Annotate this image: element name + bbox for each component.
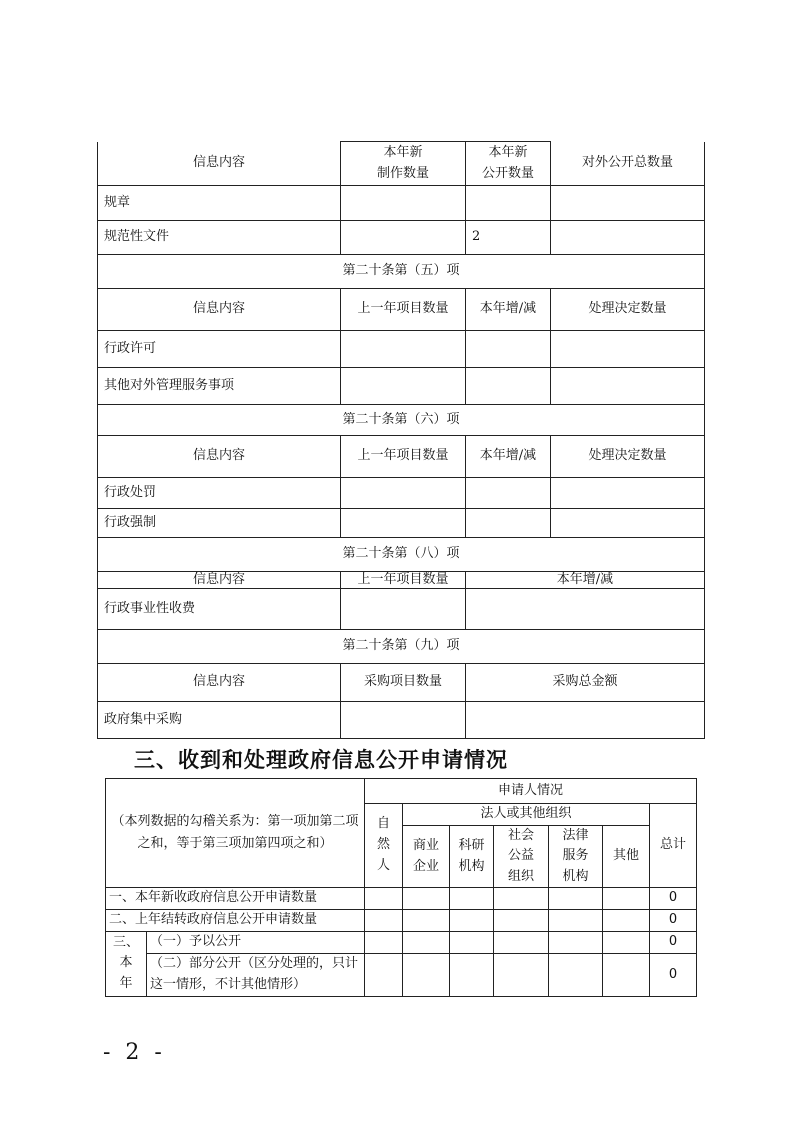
- header-note: （本列数据的勾稽关系为：第一项加第二项之和，等于第三项加第四项之和）: [106, 779, 365, 888]
- header-text: 制作数量: [376, 165, 429, 181]
- section-heading: 第二十条第（九）项: [98, 630, 705, 664]
- cell: [549, 888, 603, 910]
- section-row: [98, 255, 705, 289]
- section-heading: 第二十条第（六）项: [98, 405, 705, 436]
- row-label: 行政许可: [98, 331, 341, 368]
- cell: [466, 368, 551, 405]
- header-new-made: [341, 142, 466, 186]
- cell: [365, 932, 403, 954]
- cell: [466, 331, 551, 368]
- cell: [341, 331, 466, 368]
- header-commercial: [403, 826, 450, 888]
- cell: [403, 954, 450, 997]
- header-new-published: [466, 142, 551, 186]
- row-group-label: [106, 932, 147, 997]
- header-total: 总计: [650, 804, 697, 888]
- table-row: [98, 186, 705, 221]
- header-text: 社会: [508, 828, 535, 844]
- table-header-row: [98, 436, 705, 478]
- header-text: 商业: [413, 838, 440, 854]
- section-row: [98, 405, 705, 436]
- header-purchase-amount: 采购总金额: [466, 664, 705, 702]
- cell: [551, 478, 705, 509]
- cell: [365, 888, 403, 910]
- row-label: （二）部分公开（区分处理的，只计这一情形，不计其他情形）: [147, 954, 365, 997]
- disclosure-table: [97, 141, 705, 739]
- row-label: 行政事业性收费: [98, 589, 341, 630]
- cell: [341, 589, 466, 630]
- row-label: 其他对外管理服务事项: [98, 368, 341, 405]
- table-row: [98, 589, 705, 630]
- header-total-public: 对外公开总数量: [551, 142, 705, 186]
- cell: [403, 888, 450, 910]
- cell: [341, 368, 466, 405]
- cell: [494, 888, 549, 910]
- cell: [549, 954, 603, 997]
- total-cell: 0: [650, 932, 697, 954]
- group-char: 三、: [112, 934, 139, 950]
- header-info-content: 信息内容: [98, 664, 341, 702]
- header-change: 本年增/减: [466, 436, 551, 478]
- cell: [603, 932, 650, 954]
- section-row: [98, 538, 705, 572]
- header-text: 科研: [458, 838, 485, 854]
- table-header-row: [98, 664, 705, 702]
- header-char: 人: [377, 857, 391, 873]
- group-char: 年: [119, 976, 133, 992]
- total-cell: 0: [650, 954, 697, 997]
- table-row: [98, 368, 705, 405]
- header-text: 公益: [508, 848, 535, 864]
- table-row: [98, 221, 705, 255]
- table-row: [106, 954, 697, 997]
- header-text: 本年新: [488, 145, 528, 161]
- header-legal-service: [549, 826, 603, 888]
- cell: [466, 186, 551, 221]
- total-cell: 0: [650, 888, 697, 910]
- cell: [450, 932, 494, 954]
- cell: [450, 910, 494, 932]
- cell: [341, 221, 466, 255]
- header-text: 法律: [562, 828, 589, 844]
- section-row: [98, 630, 705, 664]
- row-label: 一、本年新收政府信息公开申请数量: [106, 888, 365, 910]
- row-label: 行政强制: [98, 509, 341, 538]
- cell: [551, 221, 705, 255]
- table-row: [106, 888, 697, 910]
- section-title: 三、收到和处理政府信息公开申请情况: [134, 748, 508, 772]
- header-change: 本年增/减: [466, 289, 551, 331]
- header-applicant: 申请人情况: [365, 779, 697, 804]
- header-prev-count: 上一年项目数量: [341, 289, 466, 331]
- row-label: 规章: [98, 186, 341, 221]
- header-decision-count: 处理决定数量: [551, 289, 705, 331]
- cell: [603, 888, 650, 910]
- header-prev-count: 上一年项目数量: [341, 572, 466, 589]
- cell: [341, 702, 466, 739]
- header-text: 机构: [458, 858, 485, 874]
- table-row: [98, 702, 705, 739]
- cell: 2: [466, 221, 551, 255]
- cell: [551, 368, 705, 405]
- cell: [466, 509, 551, 538]
- header-info-content: 信息内容: [98, 436, 341, 478]
- header-text: 机构: [562, 868, 589, 884]
- header-change: 本年增/减: [466, 572, 705, 589]
- row-label: 二、上年结转政府信息公开申请数量: [106, 910, 365, 932]
- header-text: 服务: [562, 848, 589, 864]
- table-row: [106, 932, 697, 954]
- cell: [341, 509, 466, 538]
- header-text: 组织: [508, 868, 535, 884]
- cell: [365, 954, 403, 997]
- group-char: 本: [119, 955, 133, 971]
- page-number: - 2 -: [103, 1040, 166, 1065]
- table-row: [106, 910, 697, 932]
- row-label: 规范性文件: [98, 221, 341, 255]
- row-label: 行政处罚: [98, 478, 341, 509]
- table-row: [98, 331, 705, 368]
- table-row: [98, 509, 705, 538]
- header-prev-count: 上一年项目数量: [341, 436, 466, 478]
- cell: [365, 910, 403, 932]
- cell: [603, 910, 650, 932]
- cell: [341, 186, 466, 221]
- header-info-content: 信息内容: [98, 142, 341, 186]
- cell: [450, 888, 494, 910]
- total-cell: 0: [650, 910, 697, 932]
- cell: [450, 954, 494, 997]
- cell: [466, 702, 705, 739]
- cell: [341, 478, 466, 509]
- table-header-row: [98, 572, 705, 589]
- application-table: [105, 778, 697, 997]
- header-text: 本年新: [383, 145, 423, 161]
- cell: [603, 954, 650, 997]
- header-char: 然: [377, 837, 391, 853]
- cell: [466, 589, 705, 630]
- table-header-row: [98, 142, 705, 186]
- section-heading: 第二十条第（八）项: [98, 538, 705, 572]
- row-label: （一）予以公开: [147, 932, 365, 954]
- cell: [466, 478, 551, 509]
- cell: [551, 186, 705, 221]
- cell: [494, 932, 549, 954]
- cell: [494, 954, 549, 997]
- header-info-content: 信息内容: [98, 572, 341, 589]
- header-info-content: 信息内容: [98, 289, 341, 331]
- cell: [403, 932, 450, 954]
- header-other: 其他: [603, 826, 650, 888]
- header-social-org: [494, 826, 549, 888]
- cell: [549, 932, 603, 954]
- table-row: [98, 478, 705, 509]
- header-purchase-count: 采购项目数量: [341, 664, 466, 702]
- header-legal-entity: 法人或其他组织: [403, 804, 650, 826]
- cell: [551, 331, 705, 368]
- table-header-row: [106, 779, 697, 804]
- header-text: 公开数量: [481, 165, 534, 181]
- row-label: 政府集中采购: [98, 702, 341, 739]
- header-text: 企业: [413, 858, 440, 874]
- cell: [494, 910, 549, 932]
- cell: [403, 910, 450, 932]
- header-natural-person: [365, 804, 403, 888]
- header-research: [450, 826, 494, 888]
- cell: [551, 509, 705, 538]
- section-heading: 第二十条第（五）项: [98, 255, 705, 289]
- table-header-row: [98, 289, 705, 331]
- header-char: 自: [377, 816, 391, 832]
- cell: [549, 910, 603, 932]
- header-decision-count: 处理决定数量: [551, 436, 705, 478]
